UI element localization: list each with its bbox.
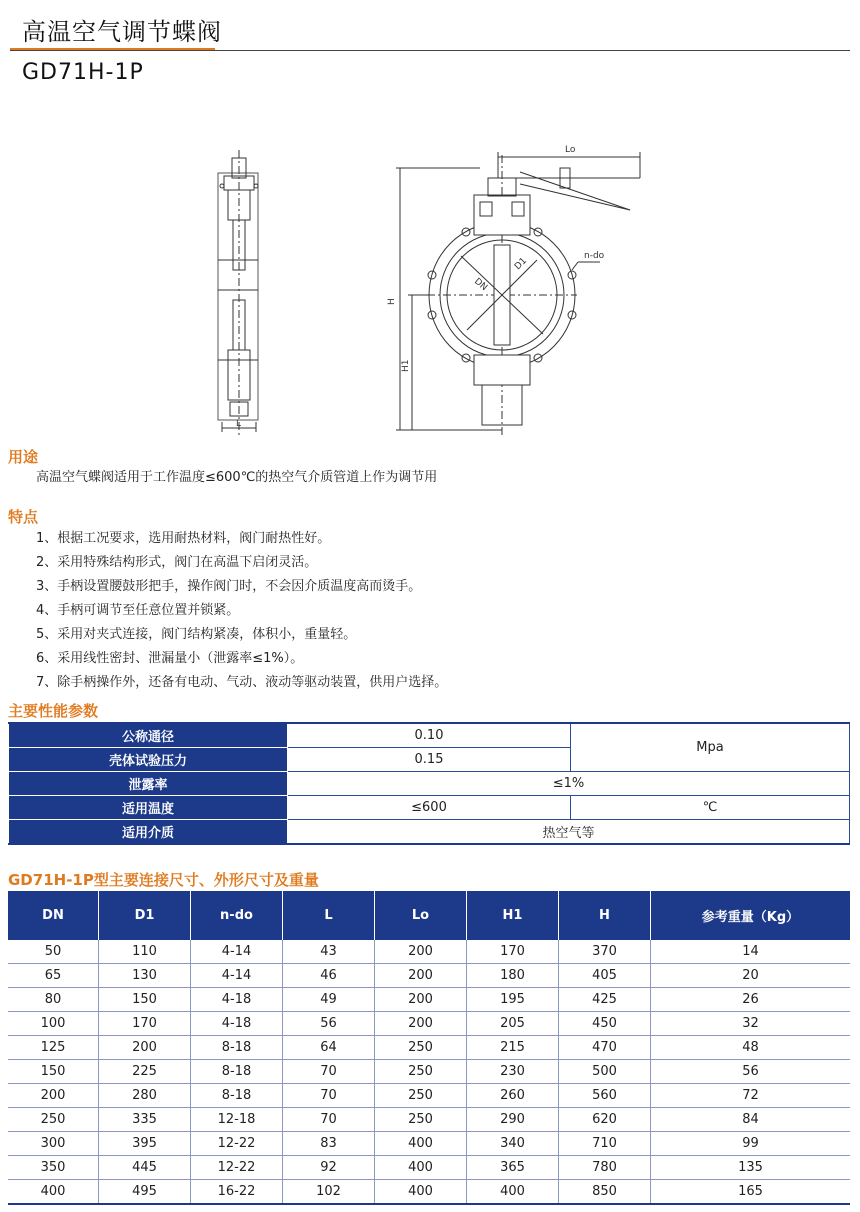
table-cell: 350 (8, 1156, 99, 1180)
performance-table (8, 722, 850, 845)
table-cell: 495 (99, 1180, 191, 1205)
usage-text: 高温空气蝶阀适用于工作温度≤600℃的热空气介质管道上作为调节用 (36, 470, 438, 485)
table-row (9, 772, 850, 796)
table-cell: 370 (559, 940, 651, 964)
table-row (9, 723, 850, 748)
table-cell: 92 (283, 1156, 375, 1180)
table-row (8, 1108, 850, 1132)
col-header-d1: D1 (99, 891, 191, 940)
temperature-unit: ℃ (571, 796, 850, 820)
model-number: GD71H-1P (22, 60, 144, 85)
col-header-weight: 参考重量（Kg） (651, 891, 851, 940)
table-cell: 300 (8, 1132, 99, 1156)
dimensions-table (8, 891, 850, 1205)
table-cell: 395 (99, 1132, 191, 1156)
table-cell: 280 (99, 1084, 191, 1108)
table-cell: 102 (283, 1180, 375, 1205)
table-cell: 14 (651, 940, 851, 964)
usage-heading: 用途 (8, 448, 39, 466)
table-cell: 110 (99, 940, 191, 964)
table-cell: 135 (651, 1156, 851, 1180)
table-cell: 12-18 (191, 1108, 283, 1132)
table-cell: 48 (651, 1036, 851, 1060)
table-cell: 99 (651, 1132, 851, 1156)
table-cell: 170 (467, 940, 559, 964)
D1-label: D1 (513, 256, 530, 273)
table-cell: 8-18 (191, 1060, 283, 1084)
table-cell: 26 (651, 988, 851, 1012)
H-label: H (387, 298, 397, 305)
ndo-label: n-do (584, 251, 605, 261)
table-cell: 365 (467, 1156, 559, 1180)
table-cell: 165 (651, 1180, 851, 1205)
table-cell: 56 (651, 1060, 851, 1084)
table-cell: 400 (375, 1156, 467, 1180)
performance-heading: 主要性能参数 (8, 702, 99, 720)
col-header-h1: H1 (467, 891, 559, 940)
pressure-unit: Mpa (571, 723, 850, 772)
table-cell: 400 (375, 1180, 467, 1205)
feature-item: 1、根据工况要求，选用耐热材料，阀门耐热性好。 (36, 531, 331, 546)
table-cell: 46 (283, 964, 375, 988)
shell-test-label: 壳体试验压力 (9, 748, 288, 772)
table-header-row (8, 891, 850, 940)
table-row (8, 1156, 850, 1180)
table-row (8, 964, 850, 988)
feature-item: 5、采用对夹式连接，阀门结构紧凑，体积小，重量轻。 (36, 627, 357, 642)
table-cell: 50 (8, 940, 99, 964)
table-cell: 205 (467, 1012, 559, 1036)
table-cell: 200 (375, 964, 467, 988)
table-cell: 4-14 (191, 964, 283, 988)
table-cell: 250 (375, 1084, 467, 1108)
nominal-pressure-value: 0.10 (288, 723, 571, 748)
table-cell: 180 (467, 964, 559, 988)
col-header-ndo: n-do (191, 891, 283, 940)
table-cell: 250 (375, 1060, 467, 1084)
table-cell: 250 (375, 1108, 467, 1132)
table-cell: 12-22 (191, 1156, 283, 1180)
table-cell: 200 (375, 1012, 467, 1036)
table-cell: 195 (467, 988, 559, 1012)
table-cell: 8-18 (191, 1084, 283, 1108)
table-cell: 150 (99, 988, 191, 1012)
table-row (8, 1084, 850, 1108)
table-cell: 405 (559, 964, 651, 988)
valve-technical-drawing (0, 140, 860, 445)
table-cell: 560 (559, 1084, 651, 1108)
table-cell: 250 (8, 1108, 99, 1132)
table-row (8, 1180, 850, 1205)
side-view (218, 150, 258, 435)
table-cell: 230 (467, 1060, 559, 1084)
table-cell: 400 (375, 1132, 467, 1156)
table-cell: 70 (283, 1084, 375, 1108)
table-cell: 340 (467, 1132, 559, 1156)
dimensions-table-body (8, 940, 850, 1204)
feature-item: 4、手柄可调节至任意位置并锁紧。 (36, 603, 240, 618)
table-cell: 150 (8, 1060, 99, 1084)
table-cell: 65 (8, 964, 99, 988)
table-cell: 8-18 (191, 1036, 283, 1060)
table-cell: 470 (559, 1036, 651, 1060)
table-cell: 500 (559, 1060, 651, 1084)
feature-item: 2、采用特殊结构形式，阀门在高温下启闭灵活。 (36, 555, 318, 570)
table-cell: 80 (8, 988, 99, 1012)
table-cell: 290 (467, 1108, 559, 1132)
table-cell: 32 (651, 1012, 851, 1036)
table-cell: 4-14 (191, 940, 283, 964)
temperature-label: 适用温度 (9, 796, 288, 820)
dimensions-heading: GD71H-1P型主要连接尺寸、外形尺寸及重量 (8, 871, 319, 889)
leakage-value: ≤1% (288, 772, 850, 796)
col-header-dn: DN (8, 891, 99, 940)
medium-label: 适用介质 (9, 820, 288, 845)
table-cell: 620 (559, 1108, 651, 1132)
page-title: 高温空气调节蝶阀 (22, 18, 222, 46)
table-cell: 225 (99, 1060, 191, 1084)
table-cell: 850 (559, 1180, 651, 1205)
table-row (9, 820, 850, 845)
title-divider (10, 50, 850, 51)
table-cell: 4-18 (191, 1012, 283, 1036)
table-cell: 125 (8, 1036, 99, 1060)
table-cell: 710 (559, 1132, 651, 1156)
feature-item: 7、除手柄操作外，还备有电动、气动、液动等驱动装置，供用户选择。 (36, 675, 448, 690)
feature-item: 6、采用线性密封、泄漏量小（泄露率≤1%）。 (36, 651, 304, 666)
feature-item: 3、手柄设置腰鼓形把手，操作阀门时，不会因介质温度高而烫手。 (36, 579, 422, 594)
nominal-pressure-label: 公称通径 (9, 723, 288, 748)
table-cell: 70 (283, 1060, 375, 1084)
table-cell: 250 (375, 1036, 467, 1060)
table-cell: 20 (651, 964, 851, 988)
medium-value: 热空气等 (288, 820, 850, 845)
table-cell: 100 (8, 1012, 99, 1036)
table-cell: 12-22 (191, 1132, 283, 1156)
col-header-h: H (559, 891, 651, 940)
DN-label: DN (472, 276, 489, 294)
table-cell: 200 (99, 1036, 191, 1060)
table-cell: 170 (99, 1012, 191, 1036)
table-row (9, 796, 850, 820)
table-cell: 780 (559, 1156, 651, 1180)
Lo-label: Lo (565, 145, 576, 155)
table-cell: 400 (8, 1180, 99, 1205)
shell-test-value: 0.15 (288, 748, 571, 772)
H1-label: H1 (401, 359, 411, 372)
col-header-l: L (283, 891, 375, 940)
table-cell: 56 (283, 1012, 375, 1036)
table-cell: 200 (375, 940, 467, 964)
table-cell: 16-22 (191, 1180, 283, 1205)
table-cell: 400 (467, 1180, 559, 1205)
table-cell: 43 (283, 940, 375, 964)
table-cell: 335 (99, 1108, 191, 1132)
table-row (8, 1036, 850, 1060)
side-L-label: L (236, 419, 242, 429)
front-view (396, 152, 640, 435)
table-cell: 49 (283, 988, 375, 1012)
features-heading: 特点 (8, 508, 39, 526)
table-cell: 130 (99, 964, 191, 988)
table-cell: 200 (375, 988, 467, 1012)
table-row (8, 940, 850, 964)
table-row (8, 1060, 850, 1084)
table-cell: 425 (559, 988, 651, 1012)
table-cell: 83 (283, 1132, 375, 1156)
table-cell: 445 (99, 1156, 191, 1180)
table-cell: 260 (467, 1084, 559, 1108)
table-row (8, 1132, 850, 1156)
table-cell: 64 (283, 1036, 375, 1060)
table-cell: 450 (559, 1012, 651, 1036)
table-cell: 84 (651, 1108, 851, 1132)
table-cell: 215 (467, 1036, 559, 1060)
table-cell: 200 (8, 1084, 99, 1108)
temperature-value: ≤600 (288, 796, 571, 820)
table-row (8, 988, 850, 1012)
leakage-label: 泄露率 (9, 772, 288, 796)
table-row (8, 1012, 850, 1036)
table-cell: 70 (283, 1108, 375, 1132)
col-header-lo: Lo (375, 891, 467, 940)
table-cell: 72 (651, 1084, 851, 1108)
table-cell: 4-18 (191, 988, 283, 1012)
